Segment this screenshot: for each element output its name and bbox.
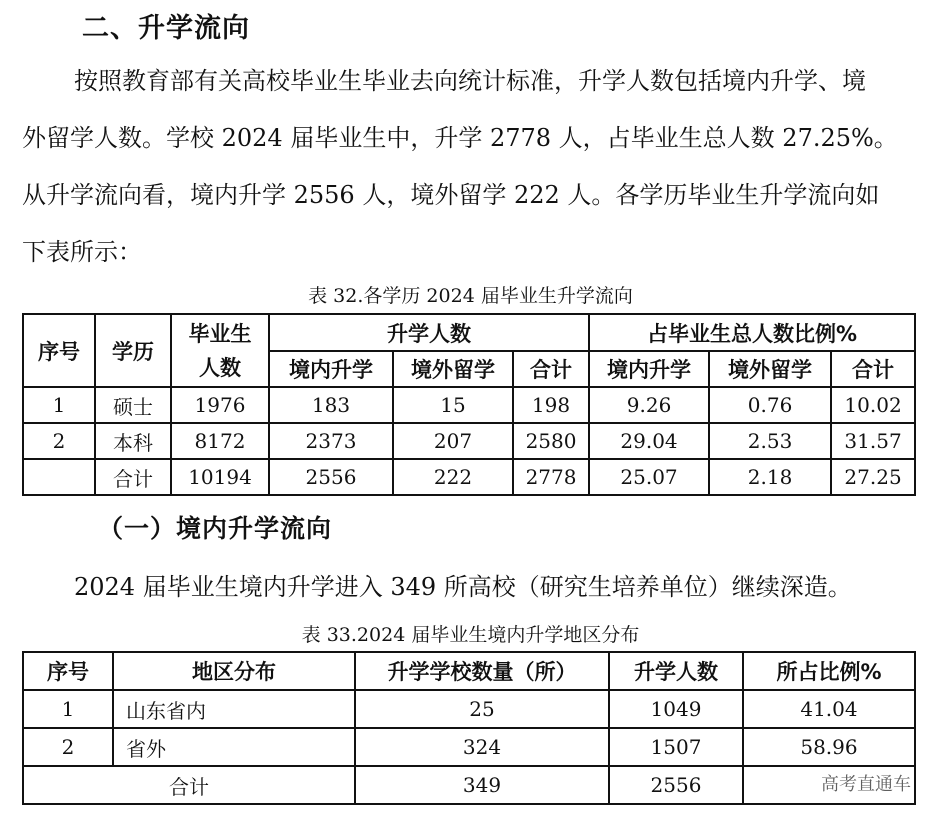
table-row bbox=[23, 690, 915, 728]
table2-caption: 表 33.2024 届毕业生境内升学地区分布 bbox=[301, 624, 640, 646]
cell-degree: 本科 bbox=[95, 423, 171, 459]
table-row-total bbox=[23, 766, 915, 804]
table-row bbox=[23, 728, 915, 766]
cell-schools: 25 bbox=[355, 690, 609, 728]
cell-schools: 324 bbox=[355, 728, 609, 766]
cell-total: 198 bbox=[513, 387, 589, 423]
header-ratio: 占毕业生总人数比例% bbox=[589, 314, 915, 351]
cell-index bbox=[23, 459, 95, 495]
table-row bbox=[23, 387, 915, 423]
subsection-title: （一）境内升学流向 bbox=[98, 514, 333, 543]
table1-caption: 表 32.各学历 2024 届毕业生升学流向 bbox=[308, 285, 633, 307]
watermark-label: 高考直通车 bbox=[821, 774, 911, 795]
cell-abroad: 222 bbox=[393, 459, 513, 495]
cell-ratio: 58.96 bbox=[743, 728, 915, 766]
cell-region: 山东省内 bbox=[113, 690, 355, 728]
cell-total-pct: 31.57 bbox=[831, 423, 915, 459]
cell-index: 2 bbox=[23, 728, 113, 766]
cell-total-label: 合计 bbox=[23, 766, 355, 804]
cell-domestic-pct: 9.26 bbox=[589, 387, 709, 423]
cell-domestic: 2556 bbox=[269, 459, 393, 495]
header-index: 序号 bbox=[23, 652, 113, 690]
cell-domestic: 2373 bbox=[269, 423, 393, 459]
table-graduate-study-by-degree bbox=[22, 313, 916, 496]
header-total: 合计 bbox=[513, 351, 589, 387]
subsection-paragraph bbox=[22, 562, 922, 612]
header-schools: 升学学校数量（所） bbox=[355, 652, 609, 690]
section-title: 二、升学流向 bbox=[82, 13, 250, 44]
cell-students: 2556 bbox=[609, 766, 743, 804]
cell-schools: 349 bbox=[355, 766, 609, 804]
cell-graduates: 10194 bbox=[171, 459, 269, 495]
intro-paragraph bbox=[22, 53, 922, 281]
header-abroad: 境外留学 bbox=[393, 351, 513, 387]
cell-degree: 硕士 bbox=[95, 387, 171, 423]
cell-abroad: 15 bbox=[393, 387, 513, 423]
header-graduates: 毕业生人数 bbox=[171, 314, 269, 387]
cell-students: 1049 bbox=[609, 690, 743, 728]
cell-graduates: 8172 bbox=[171, 423, 269, 459]
cell-students: 1507 bbox=[609, 728, 743, 766]
header-total-pct: 合计 bbox=[831, 351, 915, 387]
cell-abroad: 207 bbox=[393, 423, 513, 459]
header-degree: 学历 bbox=[95, 314, 171, 387]
cell-index: 2 bbox=[23, 423, 95, 459]
cell-graduates: 1976 bbox=[171, 387, 269, 423]
cell-total: 2580 bbox=[513, 423, 589, 459]
header-abroad-pct: 境外留学 bbox=[709, 351, 831, 387]
table-domestic-study-by-region bbox=[22, 651, 916, 805]
cell-index: 1 bbox=[23, 387, 95, 423]
cell-abroad-pct: 0.76 bbox=[709, 387, 831, 423]
cell-index: 1 bbox=[23, 690, 113, 728]
header-ratio: 所占比例% bbox=[743, 652, 915, 690]
header-domestic: 境内升学 bbox=[269, 351, 393, 387]
cell-domestic-pct: 25.07 bbox=[589, 459, 709, 495]
cell-domestic-pct: 29.04 bbox=[589, 423, 709, 459]
cell-total-pct: 27.25 bbox=[831, 459, 915, 495]
intro-line-3: 从升学流向看，境内升学 2556 人，境外留学 222 人。各学历毕业生升学流向如 bbox=[22, 181, 880, 209]
intro-line-4: 下表所示： bbox=[22, 238, 142, 266]
subsection-line: 2024 届毕业生境内升学进入 349 所高校（研究生培养单位）继续深造。 bbox=[74, 573, 852, 601]
cell-abroad-pct: 2.53 bbox=[709, 423, 831, 459]
table-row-total bbox=[23, 459, 915, 495]
cell-region: 省外 bbox=[113, 728, 355, 766]
cell-domestic: 183 bbox=[269, 387, 393, 423]
cell-total: 2778 bbox=[513, 459, 589, 495]
header-domestic-pct: 境内升学 bbox=[589, 351, 709, 387]
table-row bbox=[23, 423, 915, 459]
header-region: 地区分布 bbox=[113, 652, 355, 690]
cell-total-pct: 10.02 bbox=[831, 387, 915, 423]
intro-line-1: 按照教育部有关高校毕业生毕业去向统计标准，升学人数包括境内升学、境 bbox=[74, 67, 866, 95]
cell-abroad-pct: 2.18 bbox=[709, 459, 831, 495]
header-further-study: 升学人数 bbox=[269, 314, 589, 351]
header-index: 序号 bbox=[23, 314, 95, 387]
cell-degree: 合计 bbox=[95, 459, 171, 495]
header-students: 升学人数 bbox=[609, 652, 743, 690]
intro-line-2: 外留学人数。学校 2024 届毕业生中，升学 2778 人，占毕业生总人数 27.25%。 bbox=[22, 124, 898, 152]
cell-ratio: 41.04 bbox=[743, 690, 915, 728]
